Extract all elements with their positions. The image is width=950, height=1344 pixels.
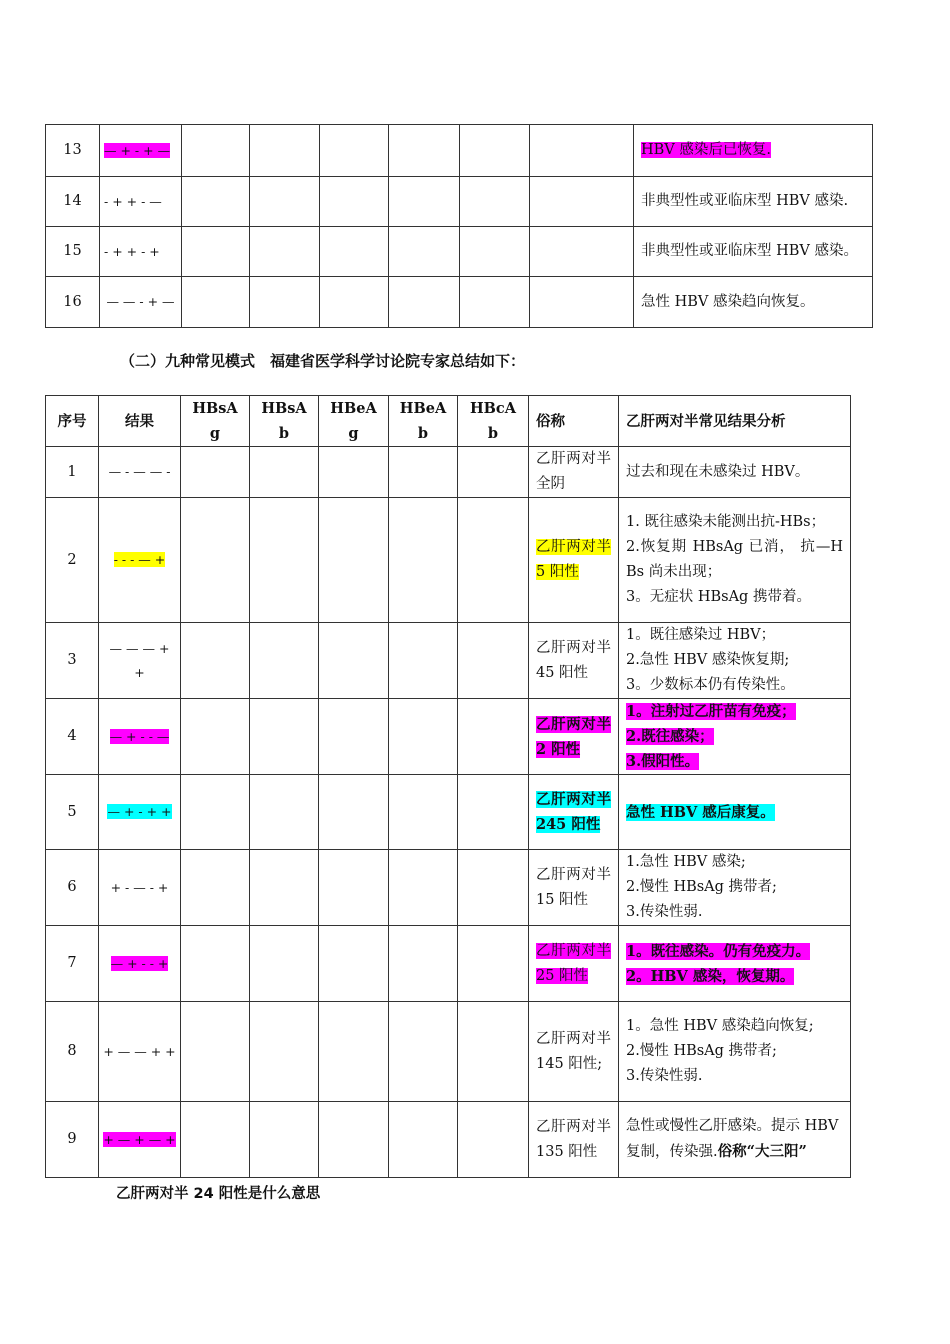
- header-hbsab: HBsAb: [250, 396, 319, 447]
- analysis-cell: 1.急性 HBV 感染; 2.慢性 HBsAg 携带者; 3.传染性弱.: [619, 850, 851, 926]
- result-cell: + - — - +: [99, 850, 181, 926]
- common-name-cell: 乙肝两对半 5 阳性: [529, 498, 619, 623]
- common-name-cell: 乙肝两对半 245 阳性: [529, 775, 619, 850]
- header-analysis: 乙肝两对半常见结果分析: [619, 396, 851, 447]
- result-cell: — + - - +: [99, 926, 181, 1002]
- common-name-cell: 乙肝两对半 15 阳性: [529, 850, 619, 926]
- result-cell: + — — + +: [99, 1002, 181, 1102]
- analysis-cell: 急性 HBV 感后康复。: [619, 775, 851, 850]
- question-text: 乙肝两对半 24 阳性是什么意思: [116, 1186, 321, 1202]
- result-cell: — + - + —: [100, 125, 182, 177]
- table-row: [46, 447, 851, 498]
- result-cell: — + - - —: [99, 699, 181, 775]
- analysis-cell: 1。急性 HBV 感染趋向恢复; 2.慢性 HBsAg 携带者; 3.传染性弱.: [619, 1002, 851, 1102]
- row-number: 2: [46, 498, 99, 623]
- common-name-cell: 乙肝两对半全阴: [529, 447, 619, 498]
- hbv-table-continued: [45, 124, 873, 328]
- header-hbeag: HBeAg: [319, 396, 389, 447]
- table-row: [46, 227, 873, 277]
- row-number: 5: [46, 775, 99, 850]
- analysis-cell: 非典型性或亚临床型 HBV 感染。: [634, 227, 873, 277]
- row-number: 4: [46, 699, 99, 775]
- table-row: [46, 699, 851, 775]
- result-cell: — — - + —: [100, 277, 182, 328]
- result-cell: - + + - +: [100, 227, 182, 277]
- analysis-cell: 1. 既往感染未能测出抗-HBs； 2.恢复期 HBsAg 已消， 抗—HBs 尚未出现； 3。无症状 HBsAg 携带着。: [619, 498, 851, 623]
- analysis-cell: 非典型性或亚临床型 HBV 感染.: [634, 177, 873, 227]
- table-row: [46, 177, 873, 227]
- row-number: 6: [46, 850, 99, 926]
- table-row: [46, 277, 873, 328]
- header-hbeab: HBeAb: [389, 396, 458, 447]
- hbv-common-patterns-table: [45, 395, 851, 1178]
- header-no: 序号: [46, 396, 99, 447]
- row-number: 3: [46, 623, 99, 699]
- analysis-cell: 1。既往感染。仍有免疫力。 2。HBV 感染，恢复期。: [619, 926, 851, 1002]
- section-heading: （二）九种常见模式 福建省医学科学讨论院专家总结如下：: [120, 352, 526, 370]
- table-row: [46, 1002, 851, 1102]
- analysis-cell: HBV 感染后已恢复.: [634, 125, 873, 177]
- analysis-cell: 1。既往感染过 HBV； 2.急性 HBV 感染恢复期; 3。少数标本仍有传染性。: [619, 623, 851, 699]
- common-name-cell: 乙肝两对半 45 阳性: [529, 623, 619, 699]
- analysis-cell: 过去和现在未感染过 HBV。: [619, 447, 851, 498]
- result-cell: — - — — -: [99, 447, 181, 498]
- result-cell: — — — + +: [99, 623, 181, 699]
- analysis-cell: 1。注射过乙肝苗有免疫； 2.既往感染； 3.假阳性。: [619, 699, 851, 775]
- result-cell: + — + — +: [99, 1102, 181, 1178]
- header-common-name: 俗称: [529, 396, 619, 447]
- common-name-cell: 乙肝两对半 2 阳性: [529, 699, 619, 775]
- row-number: 1: [46, 447, 99, 498]
- table-row: [46, 623, 851, 699]
- analysis-cell: 急性或慢性乙肝感染。提示 HBV 复制，传染强.俗称“大三阳”: [619, 1102, 851, 1178]
- row-number: 16: [46, 277, 100, 328]
- row-number: 8: [46, 1002, 99, 1102]
- result-cell: — + - + +: [99, 775, 181, 850]
- common-name-cell: 乙肝两对半 25 阳性: [529, 926, 619, 1002]
- row-number: 9: [46, 1102, 99, 1178]
- table-row: [46, 125, 873, 177]
- header-hbcab: HBcAb: [458, 396, 529, 447]
- header-hbsag: HBsAg: [181, 396, 250, 447]
- analysis-cell: 急性 HBV 感染趋向恢复。: [634, 277, 873, 328]
- row-number: 13: [46, 125, 100, 177]
- result-cell: - + + - —: [100, 177, 182, 227]
- common-name-cell: 乙肝两对半 135 阳性: [529, 1102, 619, 1178]
- row-number: 15: [46, 227, 100, 277]
- header-row: [46, 396, 851, 447]
- common-name-cell: 乙肝两对半 145 阳性;: [529, 1002, 619, 1102]
- table-row: [46, 498, 851, 623]
- table-row: [46, 775, 851, 850]
- result-cell: - - - — +: [99, 498, 181, 623]
- row-number: 7: [46, 926, 99, 1002]
- table-row: [46, 850, 851, 926]
- header-result: 结果: [99, 396, 181, 447]
- table-row: [46, 926, 851, 1002]
- row-number: 14: [46, 177, 100, 227]
- table-row: [46, 1102, 851, 1178]
